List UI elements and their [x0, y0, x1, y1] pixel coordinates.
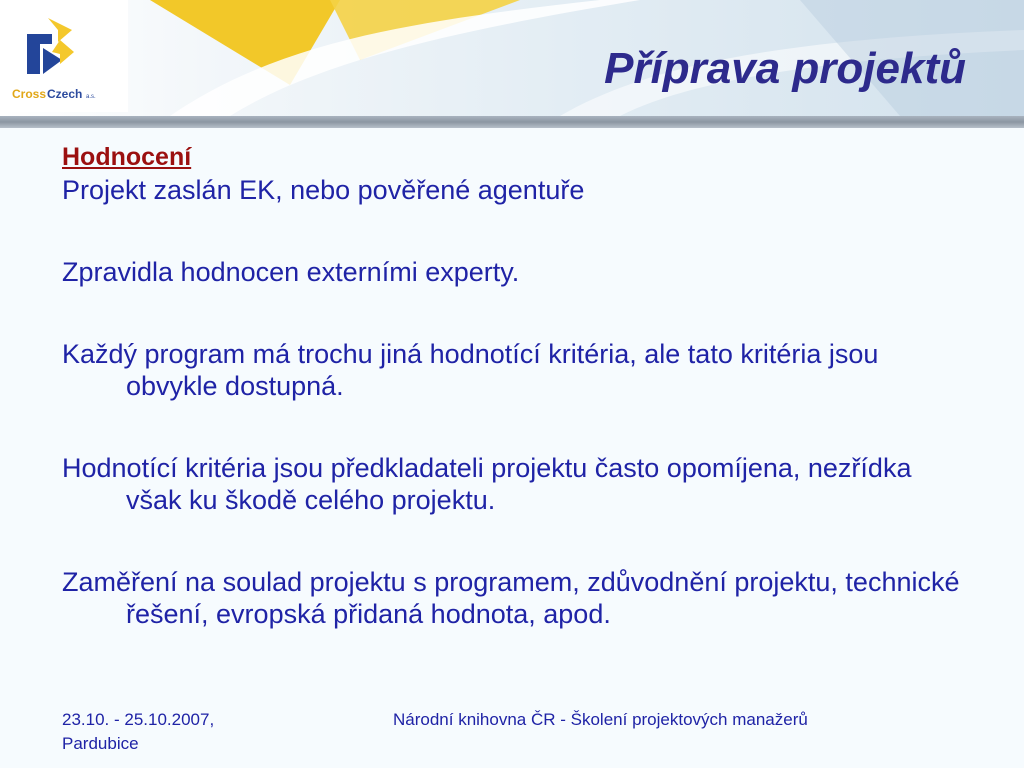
paragraph-1: Projekt zaslán EK, nebo pověřené agentuře	[62, 175, 585, 205]
paragraph-3: Každý program má trochu jiná hodnotící kritéria, ale tato kritéria jsou obvykle dostupná.	[62, 339, 879, 401]
paragraph-5: Zaměření na soulad projektu s programem, zdůvodnění projektu, technické řešení, evropská přidaná hodnota, apod.	[62, 567, 960, 629]
header-band	[0, 0, 1024, 116]
logo	[0, 0, 128, 112]
section-heading: Hodnocení	[62, 143, 192, 171]
logo-text-suffix: a.s.	[86, 94, 96, 100]
footer-date-place: 23.10. - 25.10.2007, Pardubice	[62, 710, 215, 753]
footer-event: Národní knihovna ČR - Školení projektových manažerů	[393, 710, 808, 729]
header-divider	[0, 116, 1024, 128]
paragraph-2: Zpravidla hodnocen externími experty.	[62, 257, 520, 287]
slide-title: Příprava projektů	[604, 44, 966, 93]
paragraph-4: Hodnotící kritéria jsou předkladateli projektu často opomíjena, nezřídka však ku škodě celého projektu.	[62, 453, 912, 515]
slide-content	[62, 142, 962, 630]
logo-text-czech: Czech	[47, 87, 83, 101]
logo-text-cross: Cross	[12, 87, 47, 101]
crossczech-logo-icon	[0, 0, 128, 112]
